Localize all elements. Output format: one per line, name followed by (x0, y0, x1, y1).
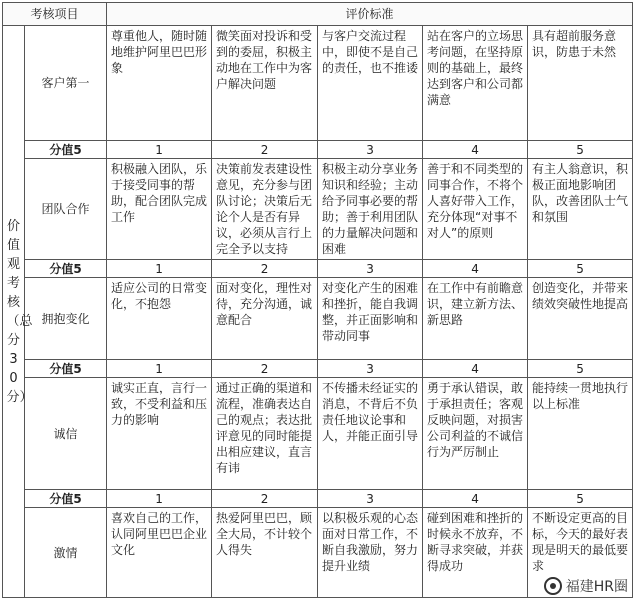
score-value: 2 (212, 260, 318, 278)
criteria-cell: 微笑面对投诉和受到的委屈，积极主动地在工作中为客户解决问题 (212, 26, 318, 141)
criteria-cell: 喜欢自己的工作，认同阿里巴巴企业文化 (107, 508, 212, 598)
score-value: 2 (212, 360, 318, 378)
score-value: 3 (318, 141, 423, 159)
category-row-passion (3, 508, 633, 598)
criteria-cell: 有主人翁意识，积极正面地影响团队，改善团队士气和氛围 (528, 159, 633, 260)
criteria-cell: 碰到困难和挫折的时候永不放弃，不断寻求突破，并获得成功 (423, 508, 528, 598)
criteria-cell: 站在客户的立场思考问题，在坚持原则的基础上，最终达到客户和公司都满意 (423, 26, 528, 141)
score-value: 1 (107, 260, 212, 278)
score-value: 4 (423, 141, 528, 159)
score-value: 5 (528, 490, 633, 508)
score-value: 1 (107, 141, 212, 159)
criteria-cell: 决策前发表建设性意见，充分参与团队讨论；决策后无论个人是否有异议，必须从言行上完全予以支持 (212, 159, 318, 260)
score-value: 4 (423, 360, 528, 378)
category-row-teamwork (3, 159, 633, 260)
score-value: 5 (528, 141, 633, 159)
score-value: 4 (423, 260, 528, 278)
score-row (3, 141, 633, 159)
side-label-cell (3, 26, 33, 598)
criteria-cell: 善于和不同类型的同事合作，不将个人喜好带入工作，充分体现“对事不对人”的原则 (423, 159, 528, 260)
criteria-cell: 能持续一贯地执行以上标准 (528, 378, 633, 490)
criteria-cell: 具有超前服务意识，防患于未然 (528, 26, 633, 141)
category-name: 激情 (25, 508, 107, 598)
score-value: 3 (318, 490, 423, 508)
watermark-text: 福建HR圈 (565, 579, 628, 595)
category-name: 团队合作 (25, 159, 107, 260)
side-label: 价值观考核（总分30分） (6, 218, 33, 405)
criteria-cell: 面对变化，理性对待，充分沟通，诚意配合 (212, 278, 318, 360)
header-criteria: 评价标准 (107, 3, 633, 26)
criteria-cell: 积极融入团队，乐于接受同事的帮助，配合团队完成工作 (107, 159, 212, 260)
score-label: 分值5 (25, 490, 107, 508)
category-name: 诚信 (25, 378, 107, 490)
score-value: 1 (107, 360, 212, 378)
criteria-cell: 以积极乐观的心态面对日常工作，不断自我激励，努力提升业绩 (318, 508, 423, 598)
header-row (3, 3, 633, 26)
score-value: 5 (528, 260, 633, 278)
score-label: 分值5 (25, 141, 107, 159)
score-row (3, 490, 633, 508)
category-row-integrity (3, 378, 633, 490)
score-value: 5 (528, 360, 633, 378)
header-item: 考核项目 (3, 3, 107, 26)
score-value: 3 (318, 360, 423, 378)
criteria-cell: 诚实正直，言行一致，不受利益和压力的影响 (107, 378, 212, 490)
category-row-customer-first (3, 26, 633, 141)
score-value: 1 (107, 490, 212, 508)
criteria-cell: 积极主动分享业务知识和经验；主动给予同事必要的帮助；善于利用团队的力量解决问题和困难 (318, 159, 423, 260)
evaluation-table (2, 2, 633, 598)
category-row-embrace-change (3, 278, 633, 360)
criteria-cell: 勇于承认错误，敢于承担责任；客观反映问题，对损害公司利益的不诚信行为严厉制止 (423, 378, 528, 490)
criteria-cell: 与客户交流过程中，即使不是自己的责任，也不推诿 (318, 26, 423, 141)
criteria-cell: 在工作中有前瞻意识，建立新方法、新思路 (423, 278, 528, 360)
wechat-channel-icon (544, 577, 562, 595)
watermark (540, 575, 632, 597)
score-row (3, 260, 633, 278)
criteria-cell: 不断设定更高的目标，今天的最好表现是明天的最低要求 (528, 508, 633, 598)
score-label: 分值5 (25, 260, 107, 278)
category-name: 客户第一 (25, 26, 107, 141)
criteria-cell: 热爱阿里巴巴，顾全大局，不计较个人得失 (212, 508, 318, 598)
score-value: 3 (318, 260, 423, 278)
criteria-cell: 对变化产生的困难和挫折，能自我调整，并正面影响和带动同事 (318, 278, 423, 360)
score-value: 4 (423, 490, 528, 508)
criteria-cell: 不传播未经证实的消息，不背后不负责任地议论事和人，并能正面引导 (318, 378, 423, 490)
score-value: 2 (212, 141, 318, 159)
category-name: 拥抱变化 (25, 278, 107, 360)
score-row (3, 360, 633, 378)
score-value: 2 (212, 490, 318, 508)
criteria-cell: 适应公司的日常变化，不抱怨 (107, 278, 212, 360)
score-label: 分值5 (25, 360, 107, 378)
criteria-cell: 尊重他人，随时随地维护阿里巴巴形象 (107, 26, 212, 141)
criteria-cell: 通过正确的渠道和流程，准确表达自己的观点；表达批评意见的同时能提出相应建议，直言有讳 (212, 378, 318, 490)
criteria-cell: 创造变化，并带来绩效突破性地提高 (528, 278, 633, 360)
